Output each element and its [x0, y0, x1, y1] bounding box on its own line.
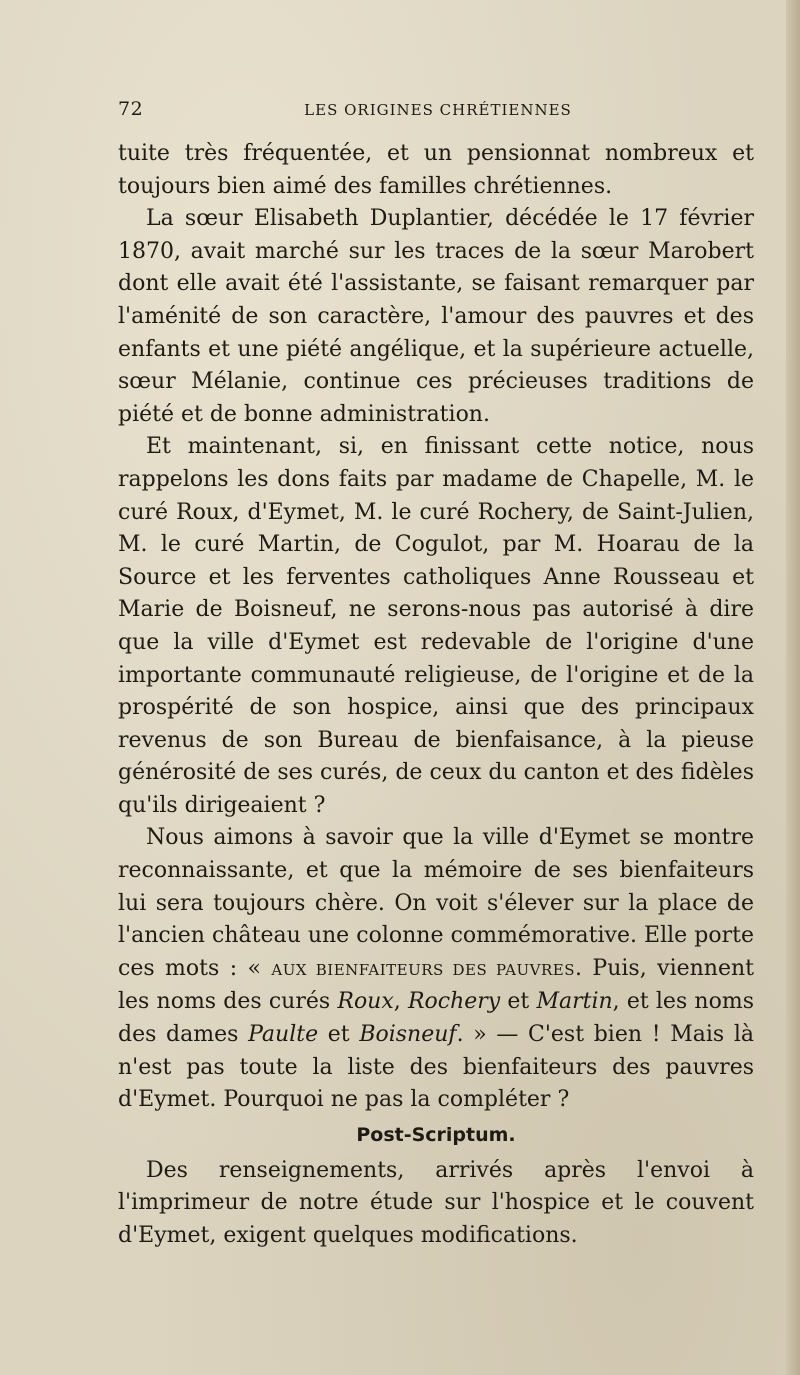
paragraph-5: Des renseignements, arrivés après l'envoi à l'imprimeur de notre étude sur l'hospice et le couvent d'Eymet, exigent quelques modifications.: [118, 1157, 754, 1248]
p4-mid2: , et les noms des dames: [118, 989, 754, 1048]
p4-lead: Nous aimons à savoir que la ville d'Eymet se montre reconnaissante, et que la mémoire de ses bienfaiteurs lui sera toujours chère. On voit s'élever sur la place de l'ancien château une colonne commémorative. Elle porte ces mots : «: [118, 825, 754, 981]
name-boisneuf: Boisneuf: [359, 1022, 457, 1048]
postscript-title: Post-Scriptum.: [356, 1123, 516, 1146]
running-title: LES ORIGINES CHRÉTIENNES: [304, 101, 572, 119]
page-edge-shadow: [786, 0, 800, 1375]
p4-sep3: et: [318, 1022, 360, 1048]
p4-sep1: ,: [393, 989, 408, 1015]
running-header: [118, 98, 758, 128]
name-paulte: Paulte: [248, 1022, 319, 1048]
name-martin: Martin: [536, 989, 613, 1015]
paragraph-3: Et maintenant, si, en finissant cette notice, nous rappelons les dons faits par madame de Chapelle, M. le curé Roux, d'Eymet, M. le curé Rochery, de Saint-Julien, M. le curé Martin, de Cogulot, par M. Hoarau de la Source et les ferventes catholiques Anne Rousseau et Marie de Boisneuf, ne serons-nous pas autorisé à dire que la ville d'Eymet est redevable de l'origine d'une importante communauté religieuse, de l'origine et de la prospérité de son hospice, ainsi que des principaux revenus de son Bureau de bienfaisance, à la pieuse générosité de ses curés, de ceux du canton et des fidèles qu'ils dirigeaient ?: [118, 434, 754, 818]
p4-sep2: et: [500, 989, 537, 1015]
name-roux: Roux: [337, 989, 394, 1015]
page-number: 72: [118, 98, 144, 120]
p4-mid1: . Puis, viennent les noms des curés: [118, 955, 754, 1015]
paragraph-2: La sœur Elisabeth Duplantier, décédée le 17 février 1870, avait marché sur les traces de la sœur Marobert dont elle avait été l'assistante, se faisant remarquer par l'aménité de son caractère, l'amour des pauvres et des enfants et une piété angélique, et la supérieure actuelle, sœur Mélanie, continue ces précieuses traditions de piété et de bonne administration.: [118, 206, 754, 427]
paragraph-4: [118, 822, 754, 1116]
body-text: [118, 138, 754, 1253]
name-rochery: Rochery: [407, 989, 501, 1015]
p4-tail: . » — C'est bien ! Mais là n'est pas toute la liste des bienfaiteurs des pauvres d'Eymet. Pourquoi ne pas la compléter ?: [118, 1022, 754, 1113]
paragraph-1: tuite très fréquentée, et un pensionnat nombreux et toujours bien aimé des familles chrétiennes.: [118, 141, 754, 199]
inscription-text: AUX BIENFAITEURS DES PAUVRES: [271, 960, 576, 979]
